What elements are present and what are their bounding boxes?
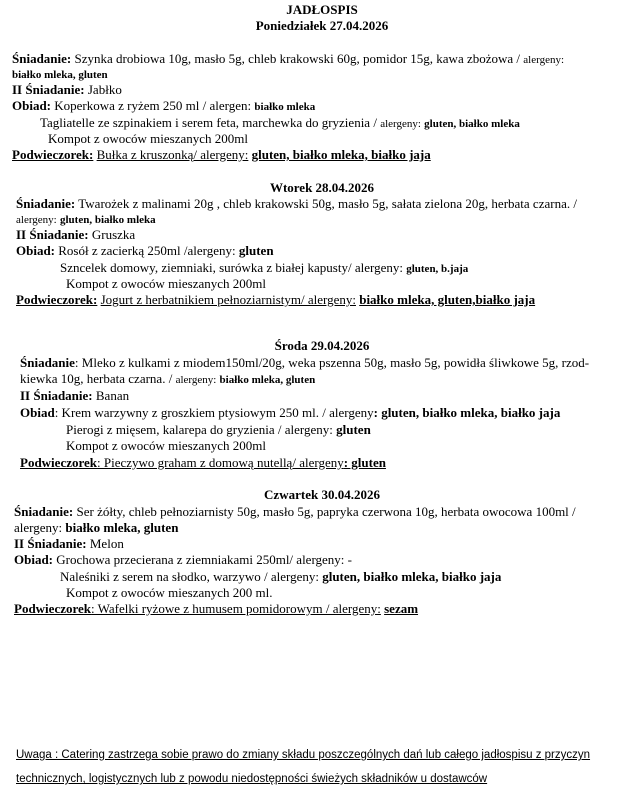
- day3-snack: Podwieczorek: Pieczywo graham z domową nutellą/ alergeny: gluten: [20, 455, 386, 470]
- day3-breakfast-line2: kiewka 10g, herbata czarna. / alergeny: białko mleka, gluten: [20, 371, 316, 386]
- notice-line2: technicznych, logistycznych lub z powodu niedostępności świeżych składników u dostawców: [16, 773, 488, 785]
- day3-breakfast: Śniadanie: Mleko z kulkami z miodem150ml/20g, weka pszenna 50g, masło 5g, powidła śliwkowe 5g, rzod-: [20, 355, 590, 370]
- day4-breakfast: Śniadanie: Ser żółty, chleb pełnoziarnisty 50g, masło 5g, papryka czerwona 10g, herbata owocowa 100ml /: [14, 504, 576, 519]
- day1-snack: Podwieczorek: Bułka z kruszonką/ alergeny: gluten, białko mleka, białko jaja: [12, 147, 431, 162]
- breakfast-label: Śniadanie:: [12, 51, 72, 66]
- day2-snack: Podwieczorek: Jogurt z herbatnikiem pełnoziarnistym/ alergeny: białko mleka, gluten,białko jaja: [16, 292, 536, 307]
- day1-breakfast: Śniadanie: Szynka drobiowa 10g, masło 5g, chleb krakowski 60g, pomidor 15g, kawa zbożowa / alergeny:: [12, 51, 565, 66]
- day2-breakfast: Śniadanie: Twarożek z malinami 20g , chleb krakowski 50g, masło 5g, sałata zielona 20g, herbata czarna. /: [16, 196, 577, 211]
- day4-lunch: Obiad: Grochowa przecierana z ziemniakami 250ml/ alergeny: -: [14, 552, 353, 567]
- day1-lunch: Obiad: Koperkowa z ryżem 250 ml / alergen: białko mleka: [12, 98, 316, 113]
- day4-heading: Czwartek 30.04.2026: [264, 487, 380, 502]
- day4-second-breakfast: II Śniadanie: Melon: [14, 536, 124, 551]
- day1-lunch-main: Tagliatelle ze szpinakiem i serem feta, marchewka do gryzienia / alergeny: gluten, białko mleka: [40, 115, 520, 130]
- day1-heading: Poniedziałek 27.04.2026: [255, 18, 389, 33]
- day4-breakfast-allergens: alergeny: białko mleka, gluten: [14, 520, 179, 535]
- day3-heading: Środa 29.04.2026: [274, 338, 370, 353]
- day2-lunch: Obiad: Rosół z zacierką 250ml /alergeny: gluten: [16, 243, 274, 258]
- day2-heading: Wtorek 28.04.2026: [269, 180, 375, 195]
- day3-lunch-main: Pierogi z mięsem, kalarepa do gryzienia / alergeny: gluten: [66, 422, 371, 437]
- day1-breakfast-allergens: białko mleka, gluten: [12, 69, 108, 81]
- notice-line1: Uwaga : Catering zastrzega sobie prawo do zmiany składu poszczególnych dań lub całego jadłospisu z przyczyn: [16, 749, 591, 761]
- day3-lunch-drink: Kompot z owoców mieszanych 200ml: [66, 438, 267, 453]
- day4-snack: Podwieczorek: Wafelki ryżowe z humusem pomidorowym / alergeny: sezam: [14, 601, 419, 616]
- day3-lunch: Obiad: Krem warzywny z groszkiem ptysiowym 250 ml. / alergeny: gluten, białko mleka, białko jaja: [20, 405, 561, 420]
- day1-lunch-drink: Kompot z owoców mieszanych 200ml: [48, 131, 249, 146]
- day4-lunch-main: Naleśniki z serem na słodko, warzywo / alergeny: gluten, białko mleka, białko jaja: [60, 569, 502, 584]
- day4-lunch-drink: Kompot z owoców mieszanych 200 ml.: [66, 585, 273, 600]
- menu-title: JADŁOSPIS: [286, 2, 358, 17]
- day2-lunch-drink: Kompot z owoców mieszanych 200ml: [66, 276, 267, 291]
- day2-breakfast-allergens: alergeny: gluten, białko mleka: [16, 214, 156, 226]
- day3-second-breakfast: II Śniadanie: Banan: [20, 388, 130, 403]
- day2-second-breakfast: II Śniadanie: Gruszka: [16, 227, 136, 242]
- day2-lunch-main: Szncelek domowy, ziemniaki, surówka z białej kapusty/ alergeny: gluten, b.jaja: [60, 260, 469, 275]
- day1-second-breakfast: II Śniadanie: Jabłko: [12, 82, 122, 97]
